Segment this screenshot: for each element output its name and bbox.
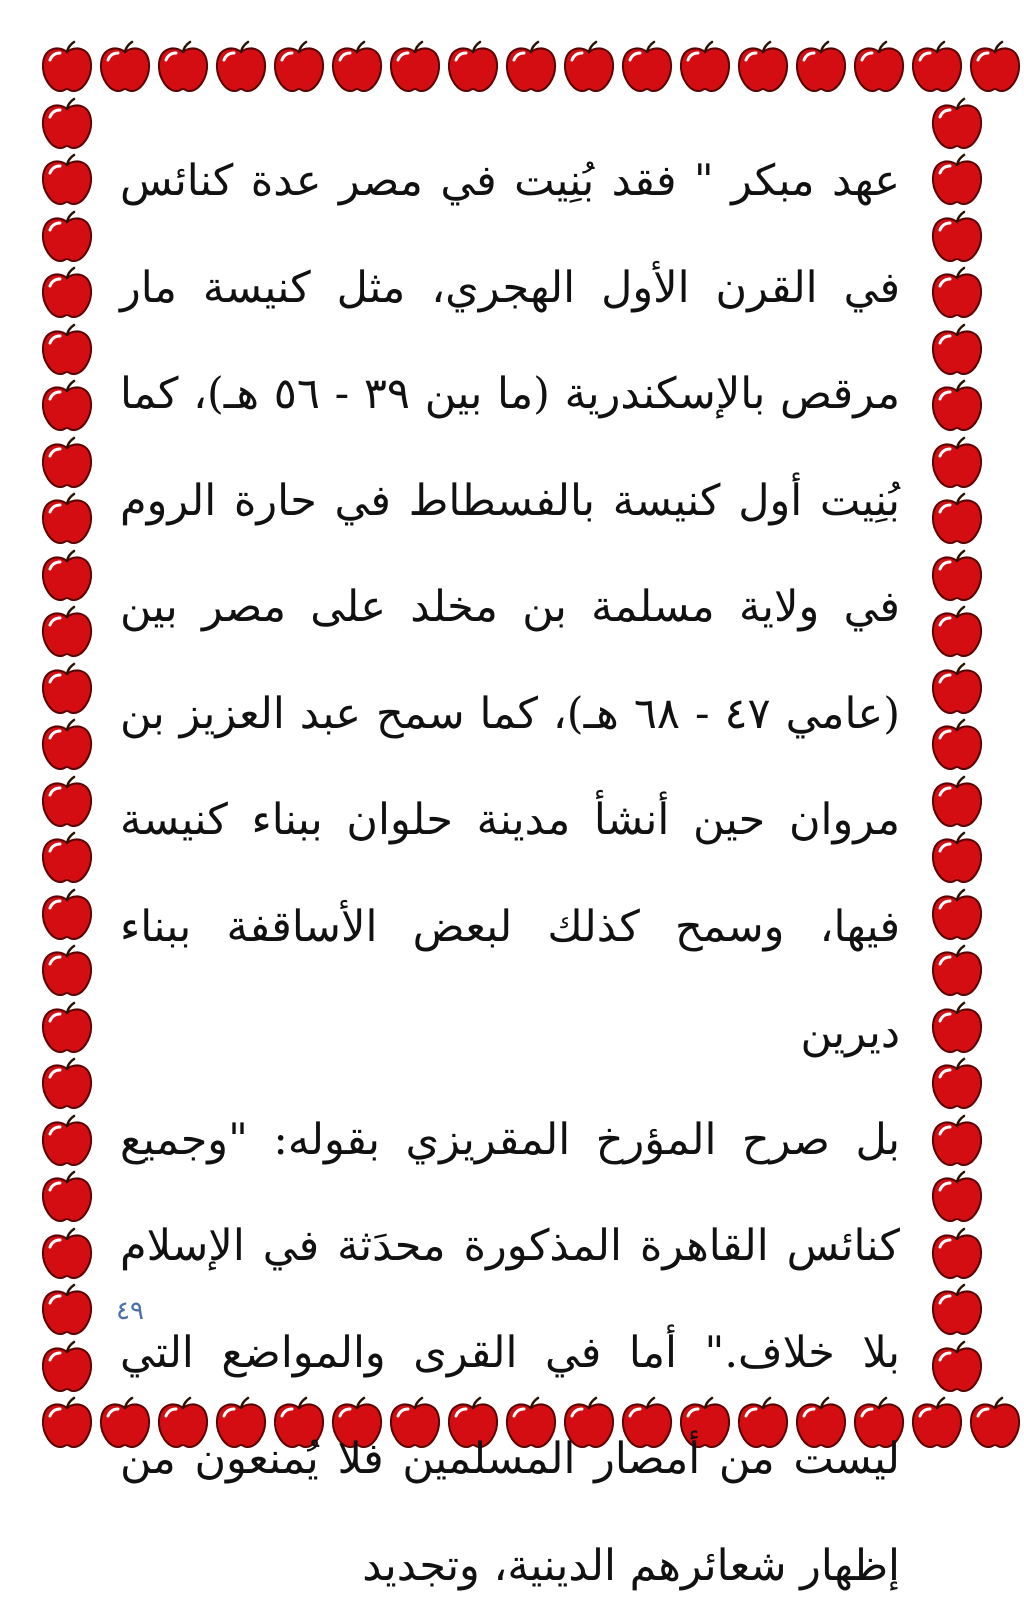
apple-icon	[928, 153, 986, 209]
apple-icon	[928, 323, 986, 379]
apple-icon	[966, 40, 1024, 96]
apple-icon	[212, 40, 270, 96]
apple-icon	[38, 1114, 96, 1170]
paragraph-1: عهد مبكر " فقد بُنِيت في مصر عدة كنائس في القرن الأول الهجري، مثل كنيسة مار مرقص بالإسكندرية (ما بين ٣٩ - ٥٦ هـ)، كما بُنِيت أول كنيسة بالفسطاط في حارة الروم في ولاية مسلمة بن مخلد على مصر بين (عامي ٤٧ - ٦٨ هـ)، كما سمح عبد العزيز بن مروان حين أنشأ مدينة حلوان ببناء كنيسة فيها، وسمح كذلك لبعض الأساقفة ببناء ديرين	[120, 128, 900, 1087]
apple-icon	[38, 97, 96, 153]
apple-icon	[850, 40, 908, 96]
apple-icon	[38, 153, 96, 209]
apple-icon	[38, 1170, 96, 1226]
apple-icon	[38, 266, 96, 322]
apple-icon	[502, 40, 560, 96]
apple-icon	[676, 40, 734, 96]
apple-icon	[38, 549, 96, 605]
apple-icon	[38, 1057, 96, 1113]
apple-icon	[38, 888, 96, 944]
apple-icon	[928, 1001, 986, 1057]
apple-icon	[928, 888, 986, 944]
page-text	[120, 128, 900, 1308]
apple-icon	[928, 492, 986, 548]
apple-icon	[618, 40, 676, 96]
apple-icon	[734, 40, 792, 96]
apple-icon	[908, 40, 966, 96]
apple-icon	[96, 40, 154, 96]
apple-icon	[38, 718, 96, 774]
apple-icon	[928, 718, 986, 774]
apple-icon	[928, 210, 986, 266]
apple-icon	[928, 831, 986, 887]
apple-icon	[966, 1396, 1024, 1452]
apple-icon	[928, 1114, 986, 1170]
apple-icon	[38, 436, 96, 492]
apple-icon	[928, 1283, 986, 1339]
apple-icon	[908, 1396, 966, 1452]
apple-icon	[928, 549, 986, 605]
apple-icon	[38, 605, 96, 661]
apple-icon	[38, 1396, 96, 1452]
page-number: ٤٩	[116, 1296, 176, 1326]
apple-icon	[928, 1340, 986, 1396]
apple-icon	[38, 775, 96, 831]
apple-icon	[270, 40, 328, 96]
apple-icon	[928, 605, 986, 661]
apple-icon	[928, 1227, 986, 1283]
apple-icon	[38, 1227, 96, 1283]
apple-icon	[928, 944, 986, 1000]
apple-icon	[38, 492, 96, 548]
paragraph-2: بل صرح المؤرخ المقريزي بقوله: "وجميع كنائس القاهرة المذكورة محدَثة في الإسلام بلا خلاف." أما في القرى والمواضع التي ليست من أمصار المسلمين فلا يُمنعون من إظهار شعائرهم الدينية، وتجديد	[120, 1087, 900, 1619]
apple-icon	[38, 944, 96, 1000]
apple-icon	[928, 775, 986, 831]
apple-icon	[154, 40, 212, 96]
apple-icon	[560, 40, 618, 96]
apple-icon	[928, 266, 986, 322]
apple-icon	[38, 323, 96, 379]
apple-icon	[928, 97, 986, 153]
apple-icon	[928, 662, 986, 718]
apple-icon	[928, 436, 986, 492]
apple-icon	[38, 1340, 96, 1396]
apple-icon	[386, 40, 444, 96]
apple-icon	[38, 210, 96, 266]
apple-icon	[928, 1170, 986, 1226]
apple-icon	[38, 1001, 96, 1057]
apple-icon	[38, 662, 96, 718]
apple-icon	[38, 379, 96, 435]
apple-icon	[444, 40, 502, 96]
apple-icon	[38, 1283, 96, 1339]
apple-icon	[38, 831, 96, 887]
apple-icon	[792, 40, 850, 96]
apple-icon	[328, 40, 386, 96]
apple-icon	[928, 379, 986, 435]
apple-icon	[38, 40, 96, 96]
apple-icon	[928, 1057, 986, 1113]
